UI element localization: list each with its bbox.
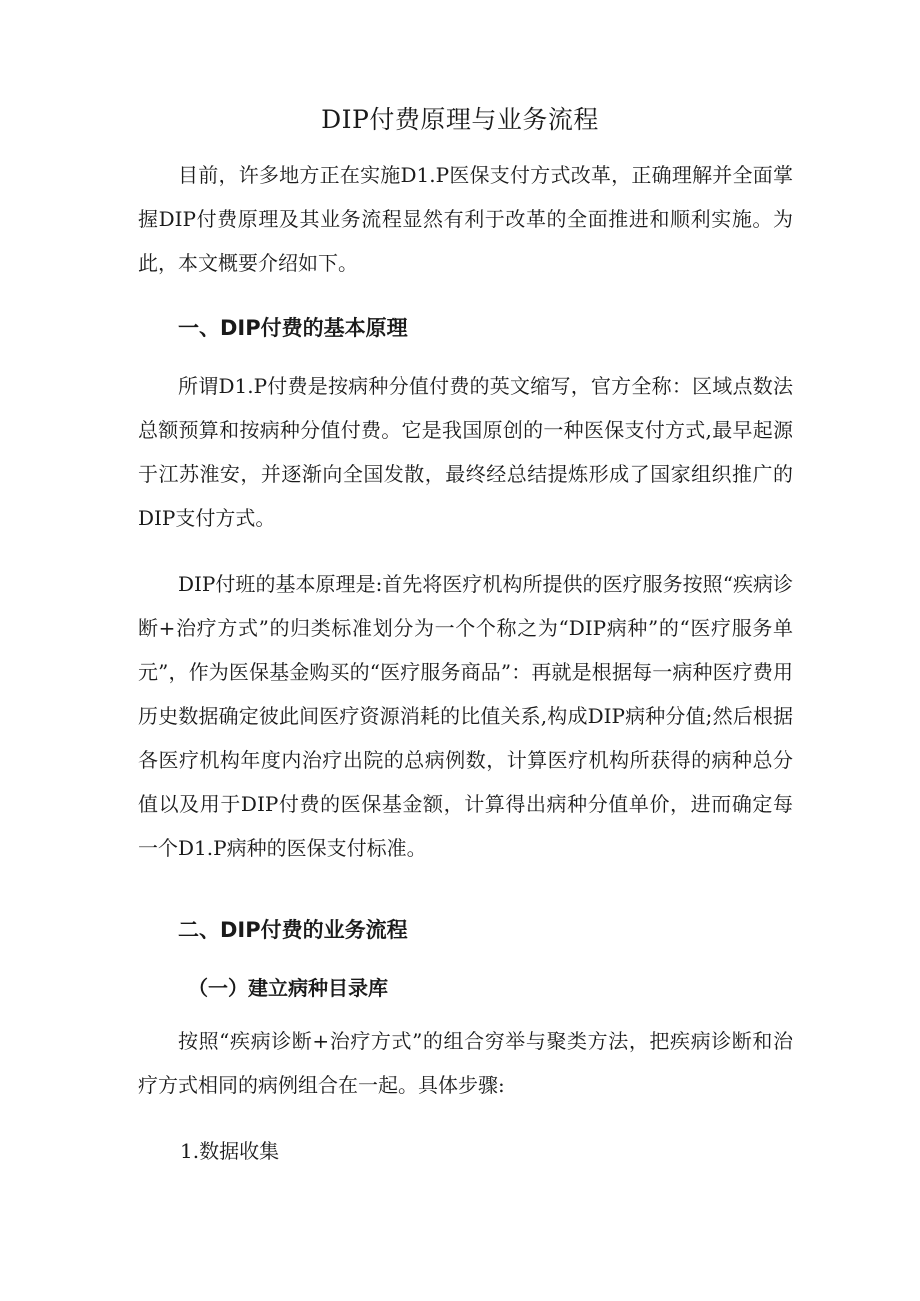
section-2-heading: 二、DIP付费的业务流程 bbox=[178, 918, 408, 942]
section-1-paragraph-1: 所谓D1.P付费是按病种分值付费的英文缩写，官方全称：区域点数法总额预算和按病种分值付费。它是我国原创的一种医保支付方式,最早起源于江苏淮安，并逐渐向全国发散，最终经总结提炼形成了国家组织推广的DIP支付方式。 bbox=[138, 374, 793, 530]
document-title: DIP付费原理与业务流程 bbox=[321, 105, 599, 134]
list-item-data-collection: 1.数据收集 bbox=[180, 1139, 280, 1163]
section-2-paragraph-1: 按照“疾病诊断+治疗方式”的组合穷举与聚类方法，把疾病诊断和治疗方式相同的病例组合在一起。具体步骤: bbox=[138, 1029, 793, 1097]
section-2-subheading: （一）建立病种目录库 bbox=[188, 976, 388, 1000]
intro-paragraph: 目前，许多地方正在实施D1.P医保支付方式改革，正确理解并全面掌握DIP付费原理及其业务流程显然有利于改革的全面推进和顺利实施。为此，本文概要介绍如下。 bbox=[138, 163, 793, 275]
section-1-paragraph-2: DIP付班的基本原理是:首先将医疗机构所提供的医疗服务按照“疾病诊断+治疗方式”的归类标准划分为一个个称之为“DIP病种”的“医疗服务单元”，作为医保基金购买的“医疗服务商品”：再就是根据每一病种医疗费用历史数据确定彼此间医疗资源消耗的比值关系,构成DIP病种分值;然后根据各医疗机构年度内治疗出院的总病例数，计算医疗机构所获得的病种总分值以及用于DIP付费的医保基金额，计算得出病种分值单价，进而确定每一个D1.P病种的医保支付标准。 bbox=[138, 572, 793, 860]
section-1-heading: 一、DIP付费的基本原理 bbox=[178, 316, 408, 340]
